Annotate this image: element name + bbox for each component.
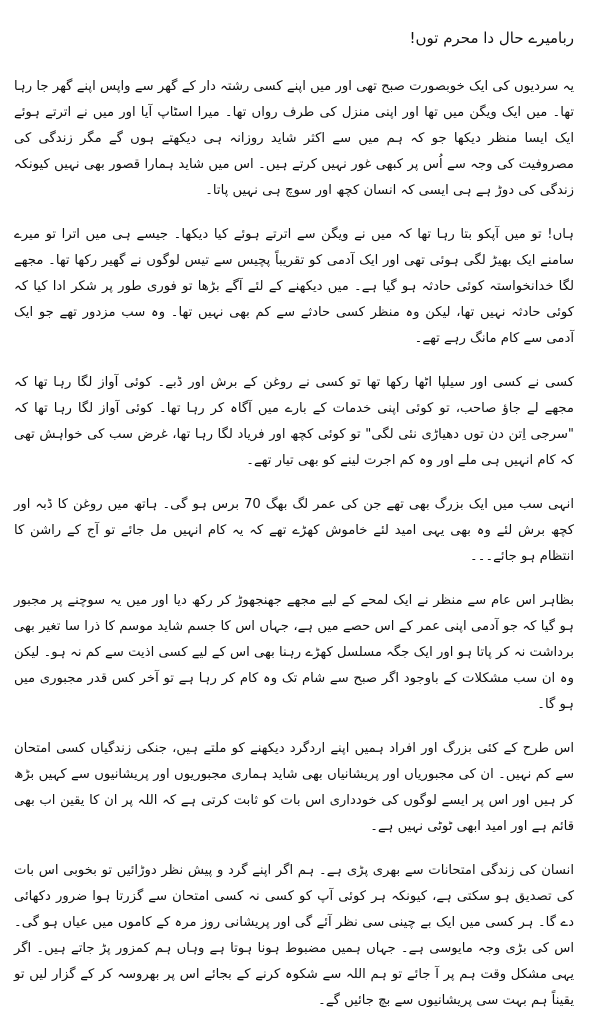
paragraph-3: کسی نے کسی اور سیلپا اٹھا رکھا تھا تو کسی نے روغن کے برش اور ڈبے۔ کوئی آواز لگا رہا تھا کہ مجھے لے جاؤ صاحب، تو کوئی اپنی خدمات کے بارے میں آگاہ کر رہا تھا۔ کوئی آواز لگا رہا تھا کہ "سرجی اِتن دن توں دھیاڑی نئی لگی" تو کوئی کچھ اور فریاد لگا رہا تھا، غرض سب کی خواہش تھی کہ کام انہیں ہی ملے اور وہ کم اجرت لینے کو بھی تیار تھے۔: [14, 375, 574, 468]
paragraph-6: اس طرح کے کئی بزرگ اور افراد ہمیں اپنے اردگرد دیکھنے کو ملتے ہیں، جنکی زندگیاں کسی امتحان سے کم نہیں۔ ان کی مجبوریاں اور پریشانیاں بھی شاید ہماری مجبوریوں اور پریشانیوں سے کہیں بڑھ کر ہیں اور اس پر ایسے لوگوں کی خودداری اس بات کو ثابت کرتی ہے کہ اللہ پر ان کا یقین اب بھی قائم ہے اور امید ابھی ٹوٹی نہیں ہے۔: [14, 741, 574, 834]
article-title: ربامیرے حال دا محرم توں!: [409, 29, 574, 47]
paragraph-7: انسان کی زندگی امتحانات سے بھری پڑی ہے۔ ہم اگر اپنے گرد و پیش نظر دوڑائیں تو بخوبی اس بات کی تصدیق ہو سکتی ہے، کیونکہ ہر کوئی آپ کو کسی نہ کسی امتحان سے گزرتا ہوا ضرور دکھائی دے گا۔ ہر کسی میں ایک بے چینی سی نظر آئے گی اور پریشانی روز مرہ کے کاموں میں عیاں ہو گی۔ اس کی بڑی وجہ مایوسی ہے۔ جہاں ہمیں مضبوط ہونا ہوتا ہے وہاں ہم کمزور پڑ جاتے ہیں۔ اگر یہی مشکل وقت ہم پر آ جائے تو ہم اللہ سے شکوہ کرنے کے بجائے اس پر بھروسہ کر کے گزار لیں تو یقیناً ہم بہت سی پریشانیوں سے بچ جائیں گے۔: [14, 863, 574, 1008]
paragraph-2: ہاں! تو میں آپکو بتا رہا تھا کہ میں نے ویگن سے اترتے ہوئے کیا دیکھا۔ جیسے ہی میں اترا تو میرے سامنے ایک بھیڑ لگی ہوئی تھی اور ایک آدمی کو تقریباً پچیس سے تیس لوگوں نے گھیر رکھا تھا۔ مجھے لگا خدانخواستہ کوئی حادثہ ہو گیا ہے۔ میں دیکھنے کے لئے آگے بڑھا تو فوری طور پر شکر ادا کیا کہ کوئی حادثہ نہیں تھا، لیکن وہ منظر کسی حادثے سے کم بھی نہیں تھا۔ وہ سب مزدور تھے جو ایک آدمی سے کام مانگ رہے تھے۔: [14, 227, 574, 346]
paragraph-4: انہی سب میں ایک بزرگ بھی تھے جن کی عمر لگ بھگ 70 برس ہو گی۔ ہاتھ میں روغن کا ڈبہ اور کچھ برش لئے وہ بھی یہی امید لئے خاموش کھڑے تھے کہ یہ کام انہیں مل جائے تو آج کے راشن کا انتظام ہو جائے۔۔۔: [14, 497, 574, 564]
paragraph-5: بظاہر اس عام سے منظر نے ایک لمحے کے لیے مجھے جھنجھوڑ کر رکھ دیا اور میں یہ سوچنے پر مجبور ہو گیا کہ جو آدمی اپنی عمر کے اس حصے میں ہے، جہاں اس کا جسم شاید موسم کا ذرا سا تغیر بھی برداشت نہ کر پاتا ہو اور ایک جگہ مسلسل کھڑے رہنا بھی اس کے لیے کسی اذیت سے کم نہ ہو۔ لیکن وہ ان سب مشکلات کے باوجود اگر صبح سے شام تک وہ کام کر رہا ہے تو آخر کس قدر مجبوری میں ہو گا۔: [14, 593, 574, 712]
paragraph-1: یہ سردیوں کی ایک خوبصورت صبح تھی اور میں اپنے کسی رشتہ دار کے گھر سے واپس اپنے گھر جا رہا تھا۔ میں ایک ویگن میں تھا اور اپنی منزل کی طرف رواں تھا۔ میرا اسٹاپ آیا اور میں نے اترتے ہوئے ایک ایسا منظر دیکھا جو کہ ہم میں سے اکثر شاید روزانہ ہی دیکھتے ہوں گے مگر زندگی کی مصروفیت کی وجہ سے اُس پر کبھی غور نہیں کرتے ہیں۔ اس میں شاید ہمارا قصور بھی نہیں کیونکہ زندگی کی دوڑ ہے ہی ایسی کہ انسان کچھ اور سوچ ہی نہیں پاتا۔: [14, 79, 574, 198]
